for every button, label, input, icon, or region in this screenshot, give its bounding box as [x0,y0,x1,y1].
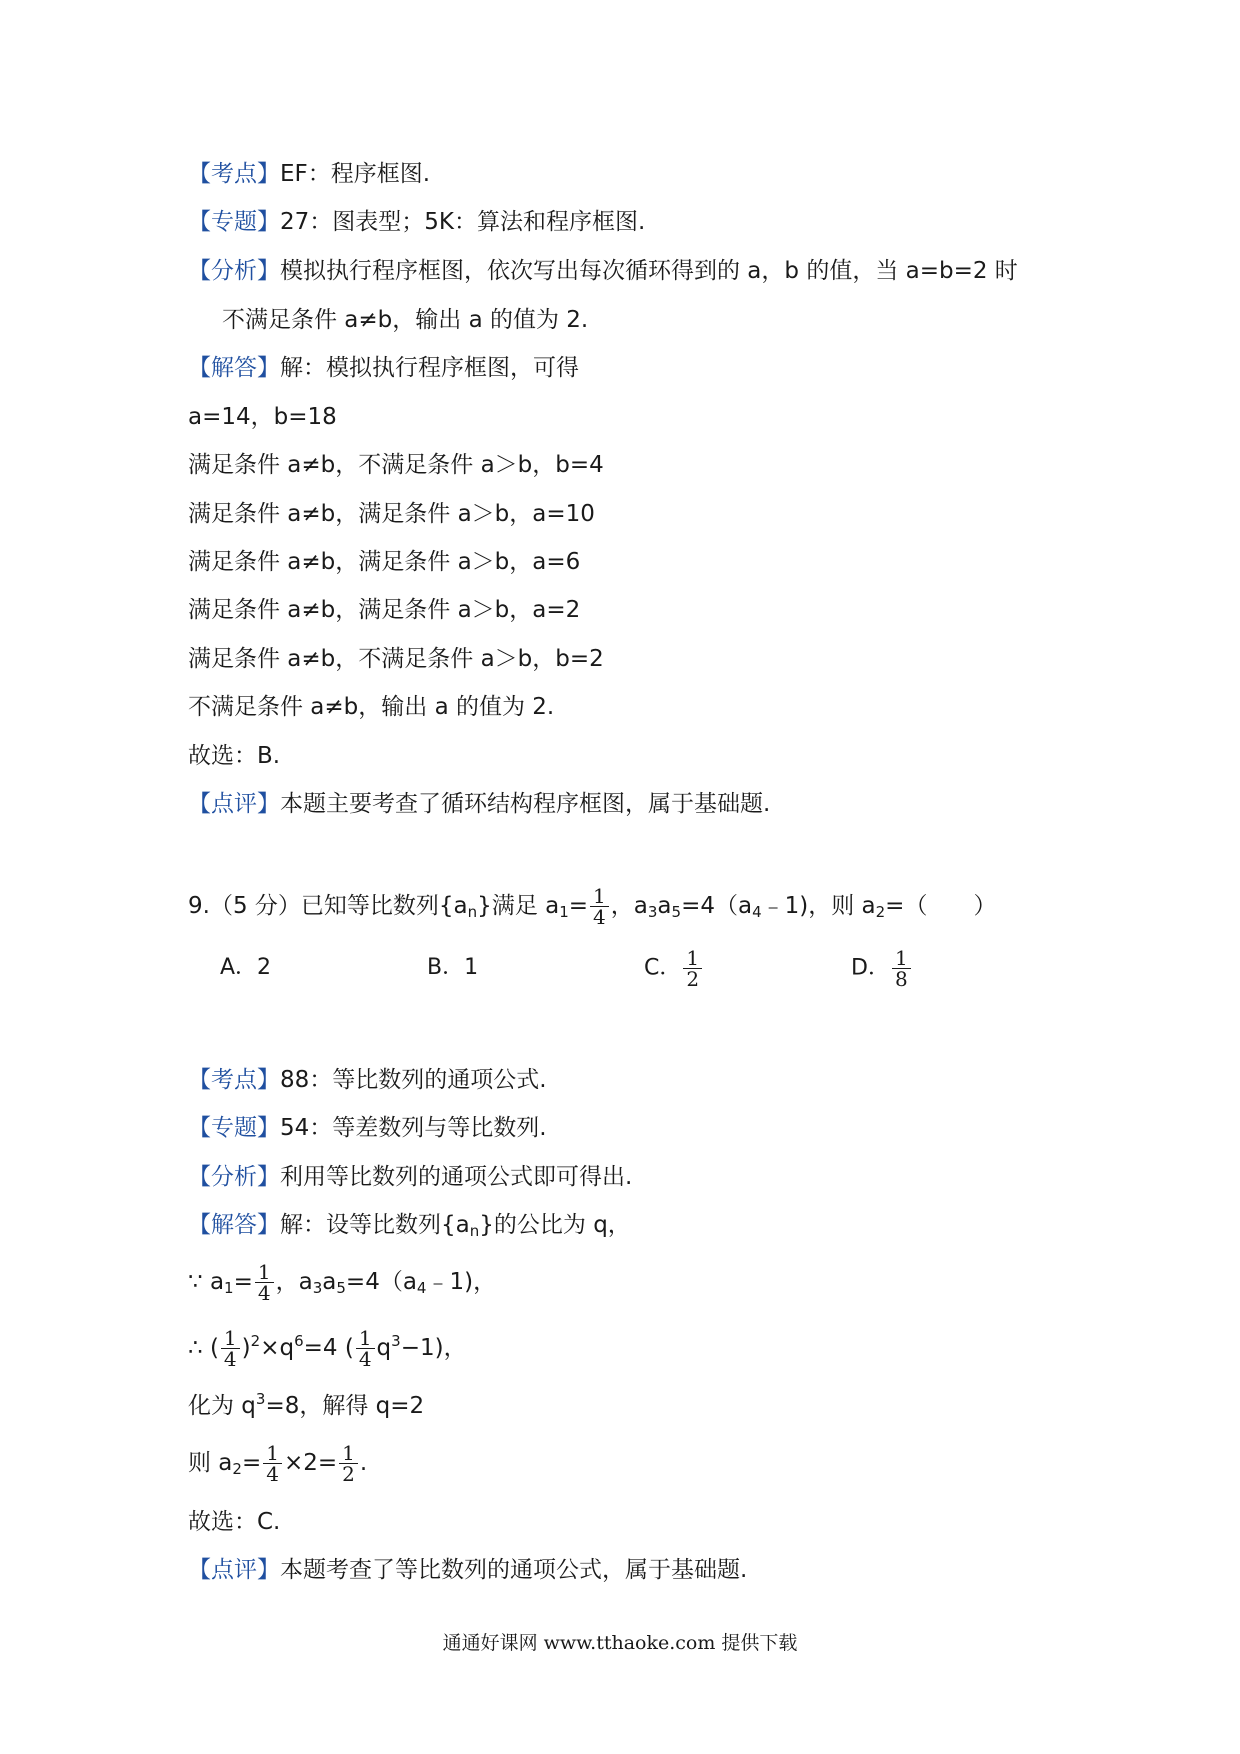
subscript: 5 [336,1279,346,1297]
subscript: 5 [671,903,682,921]
fenxi-line-2: 不满足条件 a≠b，输出 a 的值为 2. [222,307,589,333]
math-text: ×q [260,1335,295,1361]
zhuanti-line-2 [188,1112,547,1144]
answer-choice-2: 故选：C. [188,1509,281,1535]
solution-line-result [188,1443,367,1484]
math-text: ，a [275,1269,313,1295]
subscript: 3 [647,903,658,921]
subscript: 4 [752,903,762,921]
subscript: n [467,903,478,921]
zhuanti-text: 54：等差数列与等比数列. [280,1115,547,1141]
kaodian-tag: 【考点】 [188,161,280,187]
subscript: n [469,1222,480,1240]
math-text: =4 ( [303,1335,354,1361]
option-c-label: C． [644,955,682,981]
superscript: 3 [391,1332,401,1350]
math-text: −1)， [400,1335,467,1361]
kaodian-line-2 [188,1064,547,1096]
dianping-text: 本题主要考查了循环结构程序框图，属于基础题. [280,791,771,817]
fenxi-tag: 【分析】 [188,258,280,284]
stem-text: 9.（5 分）已知等比数列{a [188,893,468,919]
fraction [255,1262,274,1303]
fraction-numerator: 1 [255,1262,274,1283]
kaodian-text: 88：等比数列的通项公式. [280,1067,547,1093]
solution-step: 满足条件 a≠b，满足条件 a＞b，a=10 [188,501,595,527]
stem-text: }满足 a [477,893,560,919]
option-a: A．2 [220,955,272,980]
subscript: 2 [232,1460,242,1478]
math-text: = [233,1269,253,1295]
fraction-numerator: 1 [683,948,702,969]
subscript: 4 [416,1279,427,1297]
fenxi-line-3 [188,1161,632,1193]
fraction [683,948,702,989]
math-text: q [376,1335,392,1361]
math-text: =4（a [345,1269,417,1295]
fraction-denominator: 4 [266,1462,279,1486]
dianping-tag: 【点评】 [188,1557,280,1583]
option-d [851,948,913,989]
subscript: 1 [559,903,569,921]
subscript: 2 [875,903,886,921]
fraction-numerator: 1 [892,948,911,969]
fraction [221,1328,240,1369]
fraction-denominator: 4 [257,1281,271,1305]
question-9-stem [188,886,996,927]
fraction [590,886,609,927]
superscript: 2 [250,1332,261,1350]
solution-step: 满足条件 a≠b，满足条件 a＞b，a=2 [188,597,581,623]
fenxi-text: 模拟执行程序框图，依次写出每次循环得到的 a，b 的值，当 a=b=2 时 [280,258,1018,284]
math-text: = [241,1450,262,1476]
zhuanti-tag: 【专题】 [188,209,280,235]
solution-line-therefore [188,1328,467,1369]
jieda-tag: 【解答】 [188,355,280,381]
kaodian-line-1 [188,158,430,190]
option-c [644,948,704,989]
fraction [263,1443,282,1484]
stem-text: = [568,893,589,919]
solution-step: 不满足条件 a≠b，输出 a 的值为 2. [188,694,555,720]
dianping-line-2 [188,1554,747,1586]
math-text: 化为 q [188,1393,256,1419]
jieda-text: 解：模拟执行程序框图，可得 [280,355,579,381]
stem-text: =（ ） [885,893,997,919]
math-text: ﹣1)， [426,1269,497,1295]
fraction [339,1443,358,1484]
fraction-denominator: 4 [593,905,606,929]
solution-step: 满足条件 a≠b，不满足条件 a＞b，b=4 [188,452,604,478]
stem-text: ，a [610,893,648,919]
fraction-numerator: 1 [221,1328,240,1349]
fraction-numerator: 1 [356,1328,375,1349]
page-footer: 通通好课网 www.tthaoke.com 提供下载 [442,1632,798,1654]
fraction-denominator: 4 [358,1347,372,1371]
jieda-text: 解：设等比数列{a [280,1212,470,1238]
option-d-label: D． [851,955,890,981]
dianping-line-1 [188,788,770,820]
zhuanti-text: 27：图表型；5K：算法和程序框图. [280,209,646,235]
fenxi-text: 利用等比数列的通项公式即可得出. [280,1164,633,1190]
fraction-denominator: 2 [342,1462,355,1486]
fraction-numerator: 1 [339,1443,358,1464]
zhuanti-line-1 [188,206,645,238]
math-text: 则 a [188,1450,233,1476]
kaodian-tag: 【考点】 [188,1067,280,1093]
jieda-text: }的公比为 q， [479,1212,631,1238]
math-text: ∵ a [188,1269,225,1295]
subscript: 3 [312,1279,323,1297]
dianping-text: 本题考查了等比数列的通项公式，属于基础题. [280,1557,748,1583]
superscript: 6 [294,1332,304,1350]
stem-text: =4（a [681,893,753,919]
stem-text: a [657,893,672,919]
solution-step: 满足条件 a≠b，不满足条件 a＞b，b=2 [188,646,604,672]
fraction-denominator: 2 [686,967,700,991]
zhuanti-tag: 【专题】 [188,1115,280,1141]
answer-choice-1: 故选：B. [188,743,281,769]
jieda-tag: 【解答】 [188,1212,280,1238]
solution-line-given [188,1262,496,1303]
fenxi-line-1 [188,255,1018,287]
fraction-numerator: 1 [590,886,609,907]
math-text: . [359,1450,368,1476]
fraction-denominator: 4 [223,1347,237,1371]
math-text: ×2= [283,1450,338,1476]
subscript: 1 [224,1279,234,1297]
math-text: a [322,1269,337,1295]
dianping-tag: 【点评】 [188,791,280,817]
jieda-line-2 [188,1209,631,1241]
jieda-line-1 [188,352,579,384]
solution-line-simplify [188,1390,424,1422]
math-text: ) [241,1335,251,1361]
fraction-numerator: 1 [263,1443,282,1464]
fraction-denominator: 8 [894,967,908,991]
math-text: ∴ ( [188,1335,219,1361]
fraction [356,1328,375,1369]
math-text: =8，解得 q=2 [265,1393,425,1419]
superscript: 3 [255,1390,266,1408]
stem-text: ﹣1)，则 a [761,893,876,919]
solution-step: a=14，b=18 [188,404,337,430]
solution-step: 满足条件 a≠b，满足条件 a＞b，a=6 [188,549,581,575]
kaodian-text: EF：程序框图. [280,161,431,187]
fenxi-tag: 【分析】 [188,1164,280,1190]
option-b: B．1 [427,955,479,980]
fraction [892,948,911,989]
